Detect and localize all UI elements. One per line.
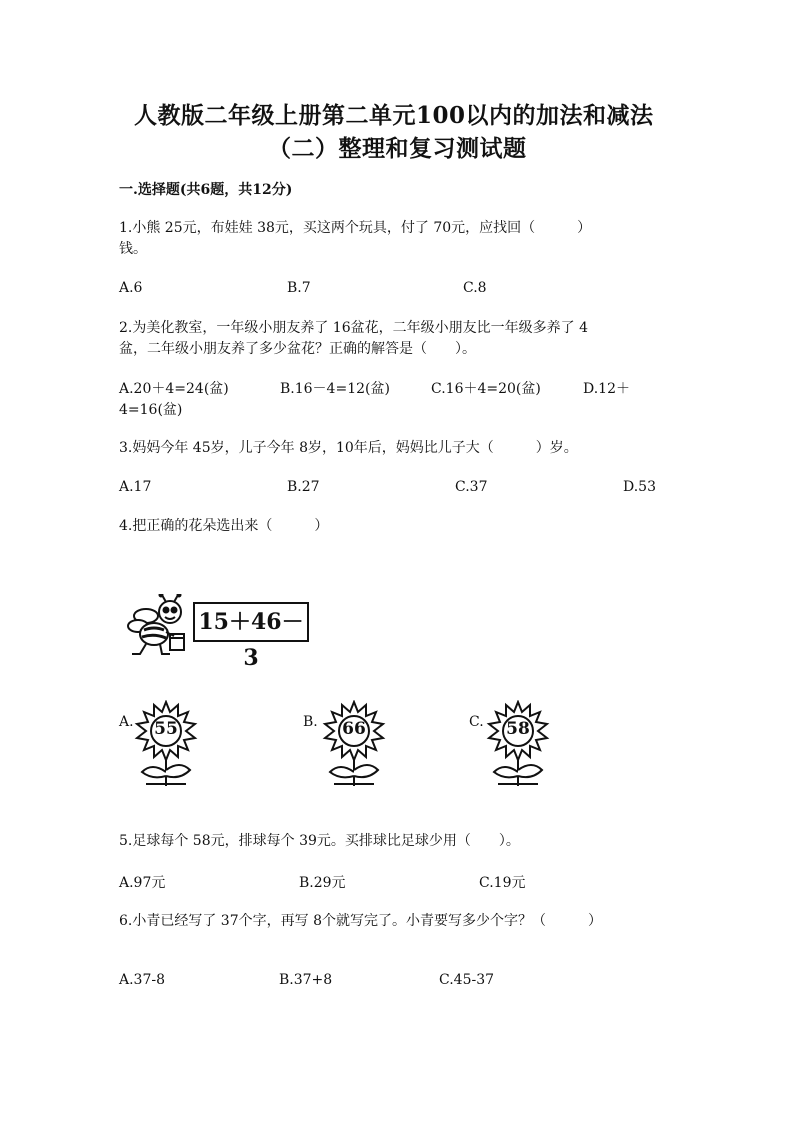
q5-option-a[interactable]: A.97元	[119, 875, 166, 891]
bee-icon	[124, 594, 192, 658]
q1-option-a[interactable]: A.6	[119, 280, 143, 296]
q4-option-c-number: 58	[506, 719, 530, 739]
q4-option-b-label[interactable]: B.	[303, 714, 318, 730]
q2-option-c[interactable]: C.16＋4=20(盆)	[431, 381, 541, 397]
question-5-line1: 5.足球每个 58元，排球每个 39元。买排球比足球少用（ ）。	[119, 833, 520, 849]
q4-option-b-number: 66	[342, 719, 366, 739]
q5-option-b[interactable]: B.29元	[299, 875, 346, 891]
section-heading: 一.选择题(共6题，共12分)	[119, 182, 293, 198]
page-title-line2: （二）整理和复习测试题	[268, 135, 527, 162]
sunflower-icon	[322, 700, 386, 788]
question-4-line1: 4.把正确的花朵选出来（ ）	[119, 518, 329, 534]
q2-option-a[interactable]: A.20＋4=24(盆)	[119, 381, 229, 397]
q3-option-d[interactable]: D.53	[623, 479, 656, 495]
q6-option-b[interactable]: B.37+8	[279, 972, 333, 988]
sunflower-icon	[486, 700, 550, 788]
q4-option-b-flower[interactable]	[322, 700, 386, 788]
q4-option-a-number: 55	[154, 719, 178, 739]
q2-option-b[interactable]: B.16－4=12(盆)	[280, 381, 390, 397]
q6-option-a[interactable]: A.37-8	[119, 972, 166, 988]
question-1-line1: 1.小熊 25元，布娃娃 38元，买这两个玩具，付了 70元，应找回（ ）	[119, 220, 592, 236]
q4-option-c-label[interactable]: C.	[469, 714, 484, 730]
question-6-line1: 6.小青已经写了 37个字，再写 8个就写完了。小青要写多少个字？（ ）	[119, 913, 602, 929]
q4-option-a-label[interactable]: A.	[119, 714, 134, 730]
expression-text: 15＋46－3	[198, 609, 304, 671]
q5-option-c[interactable]: C.19元	[479, 875, 526, 891]
q2-option-d[interactable]: D.12＋	[583, 381, 630, 397]
q2-option-d-continued: 4=16(盆)	[119, 402, 183, 418]
q3-option-a[interactable]: A.17	[119, 479, 152, 495]
q1-option-b[interactable]: B.7	[287, 280, 311, 296]
question-3-line1: 3.妈妈今年 45岁，儿子今年 8岁，10年后，妈妈比儿子大（ ）岁。	[119, 440, 578, 456]
q1-option-c[interactable]: C.8	[463, 280, 487, 296]
question-1-line2: 钱。	[119, 241, 147, 257]
q6-option-c[interactable]: C.45-37	[439, 972, 495, 988]
q4-option-c-flower[interactable]	[486, 700, 550, 788]
expression-box	[193, 602, 309, 671]
q3-option-b[interactable]: B.27	[287, 479, 320, 495]
page-title-line1: 人教版二年级上册第二单元100以内的加法和减法	[134, 102, 654, 129]
q4-option-a-flower[interactable]	[134, 700, 198, 788]
q3-option-c[interactable]: C.37	[455, 479, 488, 495]
sunflower-icon	[134, 700, 198, 788]
question-2-line2: 盆，二年级小朋友养了多少盆花？正确的解答是（ ）。	[119, 341, 476, 357]
question-2-line1: 2.为美化教室，一年级小朋友养了 16盆花，二年级小朋友比一年级多养了 4	[119, 320, 588, 336]
